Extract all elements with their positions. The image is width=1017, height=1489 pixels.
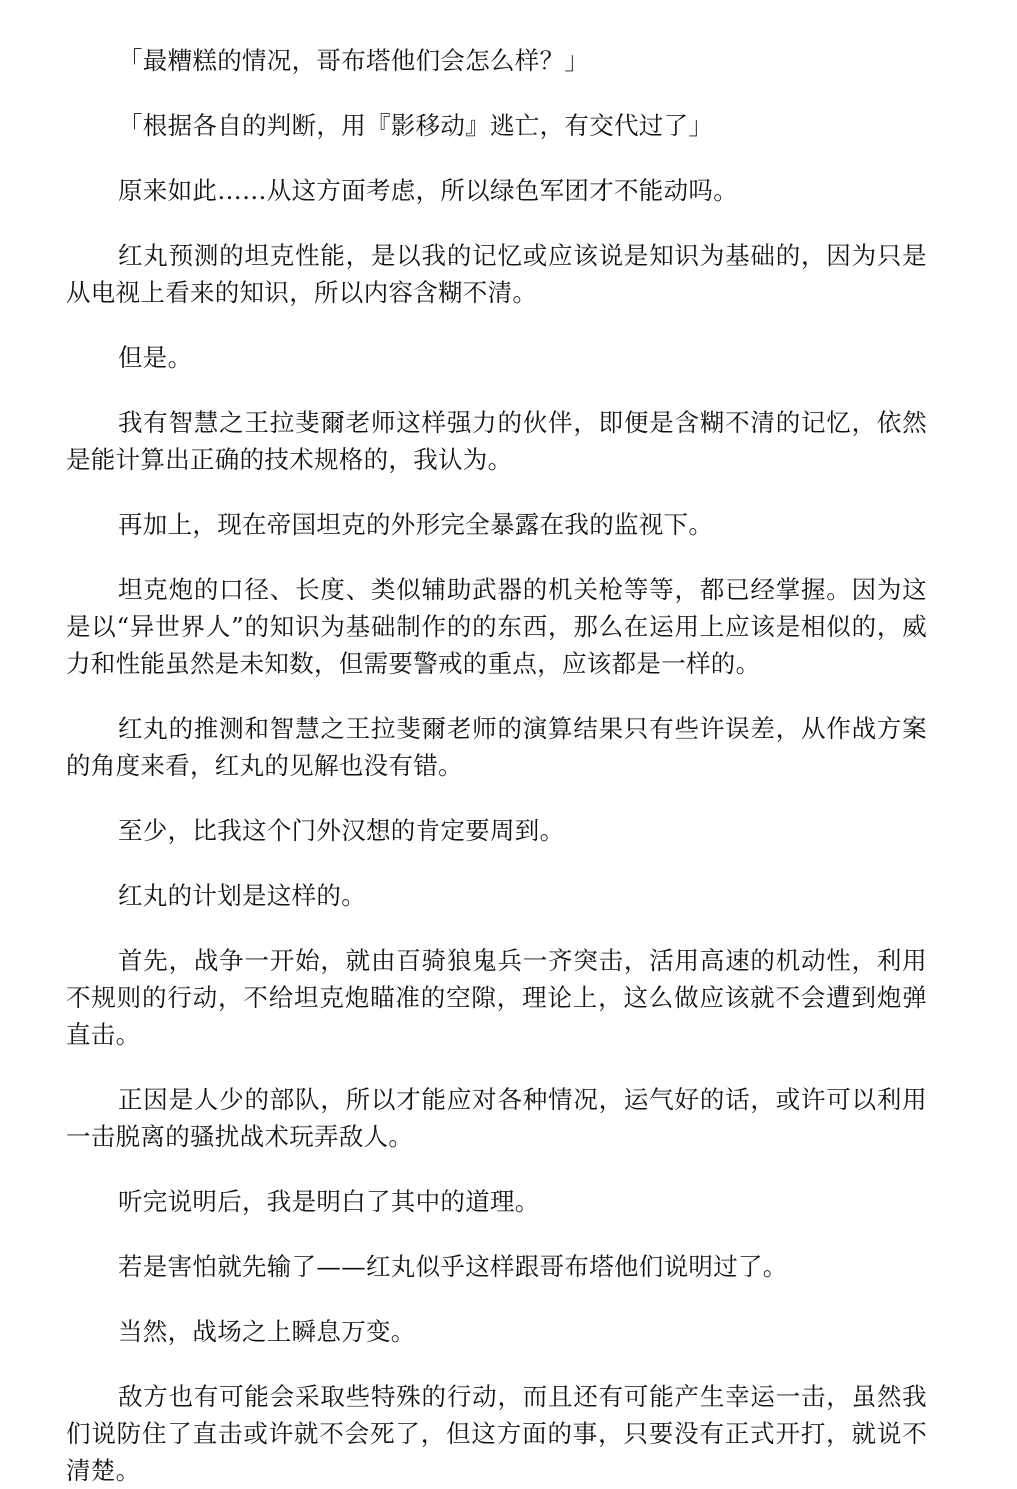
paragraph-15: 若是害怕就先输了——红丸似乎这样跟哥布塔他们说明过了。 (118, 1252, 788, 1281)
paragraph-7: 再加上，现在帝国坦克的外形完全暴露在我的监视下。 (118, 510, 714, 539)
paragraph-8: 坦克炮的口径、长度、类似辅助武器的机关枪等等，都已经掌握。因为这是以“异世界人”的知识为基础制作的的东西，那么在运用上应该是相似的，威力和性能虽然是未知数，但需要警戒的重点，应该都是一样的。 (66, 575, 927, 678)
paragraph-5: 但是。 (118, 343, 193, 372)
paragraph-1: 「最糟糕的情况，哥布塔他们会怎么样？」 (118, 46, 590, 75)
paragraph-2: 「根据各自的判断，用『影移动』逃亡，有交代过了」 (118, 111, 714, 140)
paragraph-4: 红丸预测的坦克性能，是以我的记忆或应该说是知识为基础的，因为只是从电视上看来的知识，所以内容含糊不清。 (66, 241, 927, 307)
paragraph-9: 红丸的推测和智慧之王拉斐爾老师的演算结果只有些许误差，从作战方案的角度来看，红丸的见解也没有错。 (66, 714, 927, 780)
paragraph-17: 敌方也有可能会采取些特殊的行动，而且还有可能产生幸运一击，虽然我们说防住了直击或许就不会死了，但这方面的事，只要没有正式开打，就说不清楚。 (66, 1382, 927, 1485)
paragraph-6: 我有智慧之王拉斐爾老师这样强力的伙伴，即便是含糊不清的记忆，依然是能计算出正确的技术规格的，我认为。 (66, 408, 927, 474)
paragraph-11: 红丸的计划是这样的。 (118, 881, 366, 910)
paragraph-10: 至少，比我这个门外汉想的肯定要周到。 (118, 816, 565, 845)
paragraph-13: 正因是人少的部队，所以才能应对各种情况，运气好的话，或许可以利用一击脱离的骚扰战术玩弄敌人。 (66, 1085, 927, 1151)
paragraph-16: 当然，战场之上瞬息万变。 (118, 1317, 416, 1346)
paragraph-3: 原来如此……从这方面考虑，所以绿色军团才不能动吗。 (118, 176, 738, 205)
paragraph-12: 首先，战争一开始，就由百骑狼鬼兵一齐突击，活用高速的机动性，利用不规则的行动，不给坦克炮瞄准的空隙，理论上，这么做应该就不会遭到炮弹直击。 (66, 946, 927, 1049)
paragraph-14: 听完说明后，我是明白了其中的道理。 (118, 1187, 540, 1216)
